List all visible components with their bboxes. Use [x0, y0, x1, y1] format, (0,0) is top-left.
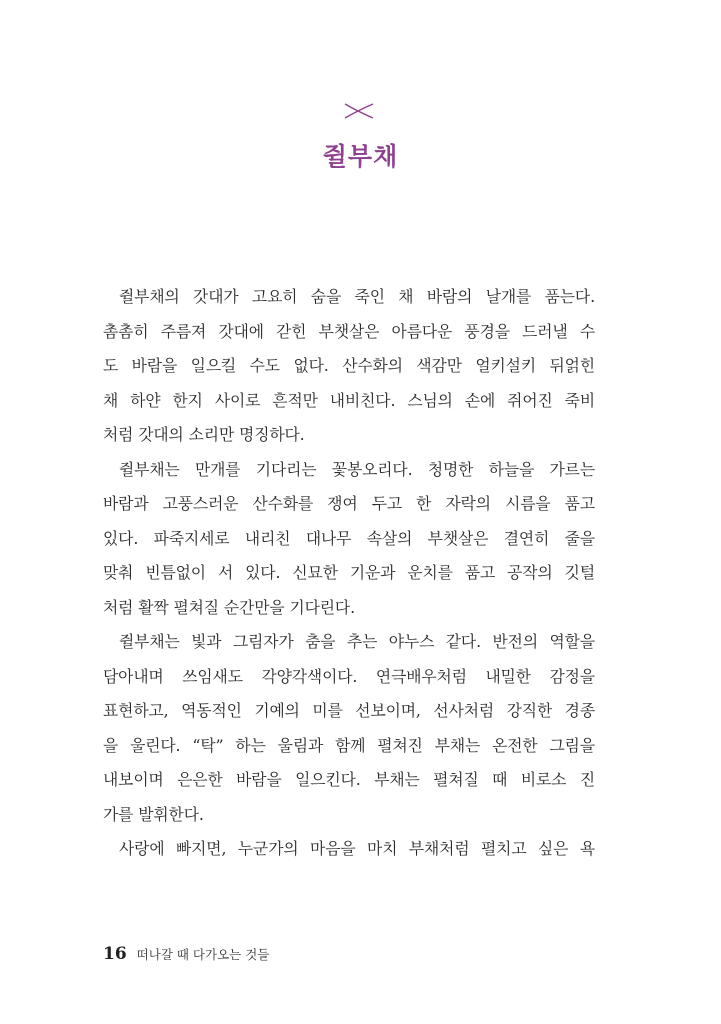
paragraph-2-line-3: 있다. 파죽지세로 내리친 대나무 속살의 부챗살은 결연히 줄을 [103, 528, 595, 548]
essay-title: 쥘부채 [322, 142, 399, 171]
page-footer [103, 944, 269, 964]
paragraph-1-line-4: 채 하얀 한지 사이로 흔적만 내비친다. 스님의 손에 쥐어진 죽비 [103, 390, 595, 410]
paragraph-1-line-1: 쥘부채의 갓대가 고요히 숨을 죽인 채 바람의 날개를 품는다. [119, 287, 595, 306]
paragraph-3-line-5: 내보이며 은은한 바람을 일으킨다. 부채는 펼쳐질 때 비로소 진 [103, 770, 595, 789]
paragraph-2-line-4: 맞춰 빈틈없이 서 있다. 신묘한 기운과 운치를 품고 공작의 깃털 [103, 563, 595, 582]
page-number: 16 [103, 944, 127, 964]
essay-body [103, 280, 595, 867]
paragraph-3-line-2: 담아내며 쓰임새도 각양각색이다. 연극배우처럼 내밀한 감정을 [103, 666, 595, 686]
paragraph-1-line-2: 촘촘히 주름져 갓대에 갇힌 부챗살은 아름다운 풍경을 드러낼 수 [103, 321, 595, 341]
paragraph-1-line-5: 처럼 갓대의 소리만 명징하다. [103, 425, 305, 444]
paragraph-2-line-1: 쥘부채는 만개를 기다리는 꽃봉오리다. 청명한 하늘을 가르는 [119, 459, 595, 479]
running-book-title: 떠나갈 때 다가오는 것들 [136, 947, 270, 962]
paragraph-4-line-1: 사랑에 빠지면, 누군가의 마음을 마치 부채처럼 펼치고 싶은 욕 [119, 839, 595, 858]
paragraph-3-line-4: 을 울린다. “탁” 하는 울림과 함께 펼쳐진 부채는 온전한 그림을 [103, 735, 595, 755]
paragraph-3-line-3: 표현하고, 역동적인 기예의 미를 선보이며, 선사처럼 강직한 경종 [103, 701, 595, 720]
paragraph-3-line-6: 가를 발휘한다. [103, 804, 204, 824]
crossed-lines-ornament-icon [344, 103, 374, 119]
paragraph-2-line-2: 바람과 고풍스러운 산수화를 쟁여 두고 한 자락의 시름을 품고 [103, 494, 595, 513]
paragraph-1-line-3: 도 바람을 일으킬 수도 없다. 산수화의 색감만 얼키설키 뒤얽힌 [103, 356, 595, 375]
paragraph-3-line-1: 쥘부채는 빛과 그림자가 춤을 추는 야누스 같다. 반전의 역할을 [119, 632, 595, 651]
paragraph-2-line-5: 처럼 활짝 펼쳐질 순간만을 기다린다. [103, 597, 356, 617]
